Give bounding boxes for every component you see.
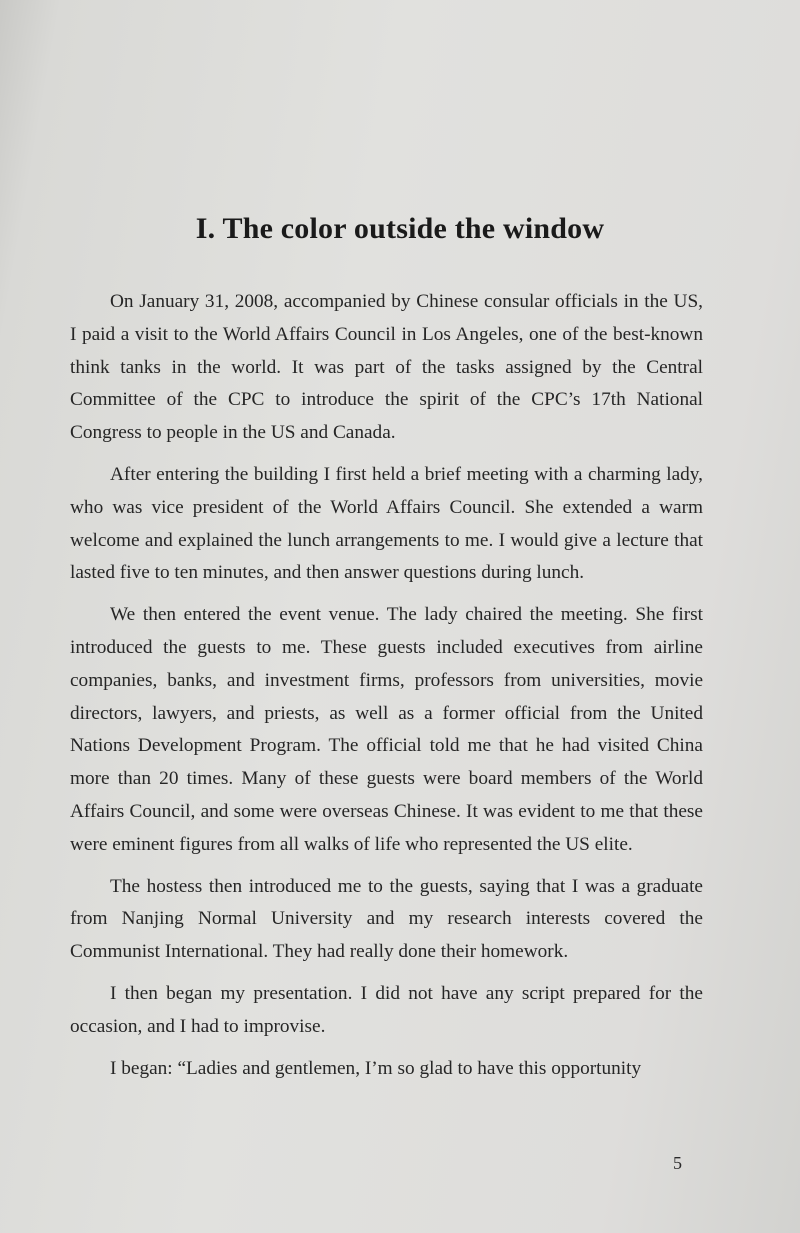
show-through-text [80, 140, 720, 270]
paragraph: After entering the building I first held a brief meeting with a charming lady, who was vice president of the World Affairs Council. She extended a warm welcome and explained the lunch arrangements to me. I would give a lecture that lasted five to ten minutes, and then answer questions during lunch. [70, 463, 703, 584]
paragraph: I began: “Ladies and gentlemen, I’m so glad to have this opportunity [110, 1057, 642, 1079]
body-text [70, 286, 703, 1094]
paragraph: We then entered the event venue. The lady chaired the meeting. She first introduced the guests to me. These guests included executives from airline companies, banks, and investment firms, professors from universities, movie directors, lawyers, and priests, as well as a former official from the United Nations Development Program. The official told me that he had visited China more than 20 times. Many of these guests were board members of the World Affairs Council, and some were overseas Chinese. It was evident to me that these were eminent figures from all walks of life who represented the US elite. [70, 604, 703, 855]
page-number: 5 [673, 1153, 682, 1173]
paragraph: The hostess then introduced me to the guests, saying that I was a graduate from Nanjing Normal University and my research interests covered the Communist International. They had really done their homework. [70, 875, 703, 963]
paragraph: I then began my presentation. I did not have any script prepared for the occasion, and I had to improvise. [70, 982, 703, 1037]
chapter-heading: I. The color outside the window [195, 212, 605, 245]
paragraph: On January 31, 2008, accompanied by Chinese consular officials in the US, I paid a visit to the World Affairs Council in Los Angeles, one of the best-known think tanks in the world. It was part of the tasks assigned by the Central Committee of the CPC to introduce the spirit of the CPC’s 17th National Congress to people in the US and Canada. [70, 291, 703, 444]
